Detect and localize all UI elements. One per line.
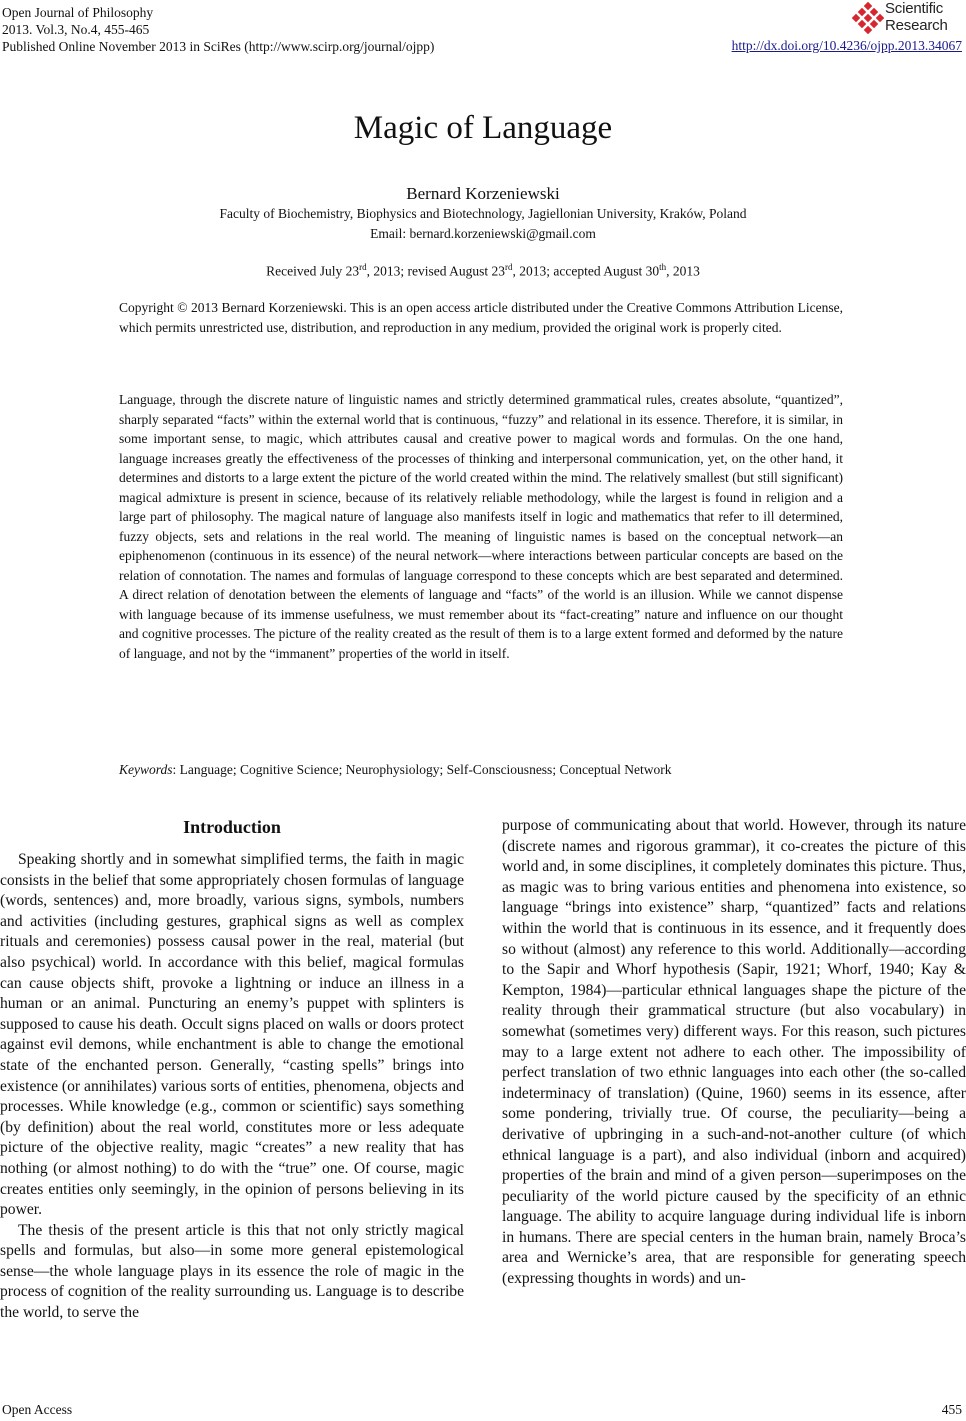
author-email: Email: bernard.korzeniewski@gmail.com — [370, 226, 596, 241]
received-sup-1: rd — [359, 262, 367, 272]
received-text-2: , 2013; revised August 23 — [366, 263, 505, 279]
received-dates — [0, 262, 966, 280]
publication-info: Published Online November 2013 in SciRes (http://www.scirp.org/journal/ojpp) — [2, 39, 435, 54]
received-text-1: Received July 23 — [266, 263, 360, 279]
article-title: Magic of Language — [353, 110, 613, 146]
author-affiliation: Faculty of Biochemistry, Biophysics and Biotechnology, Jagiellonian University, Kraków, Poland — [219, 206, 747, 221]
page-number: 455 — [941, 1402, 962, 1417]
logo-text — [885, 0, 948, 34]
logo-line-2: Research — [885, 17, 948, 34]
keywords-label: Keywords — [119, 762, 173, 777]
left-column — [0, 816, 464, 1324]
paragraph: The thesis of the present article is this that not only strictly magical spells and formulas, but also—in some more general epistemological sense—the whole language plays in its essence the role of magic in the process of cognition of the reality surrounding us. Language is to describe the world, to serve the — [0, 1221, 464, 1322]
received-text-4: , 2013 — [666, 263, 700, 279]
journal-header — [2, 4, 434, 55]
received-text-3: , 2013; accepted August 30 — [512, 263, 660, 279]
paragraph: Speaking shortly and in somewhat simplified terms, the faith in magic consists in the belief that some appropriately chosen formulas of language (words, sentences) and, more broadly, various signs, symbols, numbers and activities (including gestures, graphical signs as well as complex rituals and ceremonies) possess causal power in the real, material (but also psychical) world. In accordance with this belief, magical formulas can cause objects shift, provoke a lightning or induce an illness in a human or an animal. Puncturing an enemy’s puppet with splinters is supposed to cause his death. Occult signs placed on walls or doors protect against evil demons, while enchantment is able to change the emotional state of the enchanted person. Generally, “casting spells” brings into existence (or annihilates) various sorts of entities, phenomena, objects and processes. While knowledge (e.g., common or scientific) says something (by definition) about the real world, constitutes more or less adequate picture of the objective reality, magic “creates” a new reality that has nothing (or almost nothing) to do with the “true” one. Of course, magic creates entities only seemingly, in the opinion of persons believing in its power. — [0, 851, 464, 1219]
author-name: Bernard Korzeniewski — [406, 184, 560, 203]
footer-open-access: Open Access — [2, 1402, 73, 1417]
received-sup-2: rd — [504, 262, 513, 272]
doi-link[interactable]: http://dx.doi.org/10.4236/ojpp.2013.34067 — [731, 38, 962, 53]
section-heading-introduction: Introduction — [183, 817, 281, 837]
copyright-notice: Copyright © 2013 Bernard Korzeniewski. This is an open access article distributed under the Creative Commons Attribution License, which permits unrestricted use, distribution, and reproduction in any medium, provided the original work is properly cited. — [119, 300, 843, 335]
keywords-list: : Language; Cognitive Science; Neurophysiology; Self-Consciousness; Conceptual Network — [172, 762, 672, 777]
journal-volume: 2013. Vol.3, No.4, 455-465 — [2, 22, 150, 37]
received-sup-3: th — [659, 262, 667, 272]
keywords — [119, 762, 843, 778]
abstract: Language, through the discrete nature of linguistic names and strictly determined grammatical rules, creates absolute, “quantized”, sharply separated “facts” within the external world that is continuous, “fuzzy” and relational in its essence. Therefore, it is similar, in some important sense, to magic, which attributes causal and creative power to magical words and formulas. On the one hand, language increases greatly the effectiveness of the processes of thinking and interpersonal communication, yet, on the other hand, it determines and distorts to a large extent the picture of the world created within the mind. The relatively smallest (but still significant) magical admixture is present in science, because of its relatively reliable methodology, while the largest is found in religion and a large part of philosophy. The magical nature of language also manifests itself in logic and mathematics that refer to ill determined, fuzzy objects, sets and relations in the real world. The meaning of linguistic names is based on the conceptual network—an epiphenomenon (continuous in its essence) of the neural network—where interactions between particular concepts are based on the relation of connotation. The names and formulas of language correspond to these concepts which are best separated and determined. A direct relation of denotation between the elements of language and “facts” of the world is an illusion. While we cannot dispense with language because of its immense usefulness, we must remember about its “fact-creating” nature and influence on our thought and cognitive processes. The picture of the reality created as the result of them is to a large extent formed and deformed by the nature of language, and not by the “immanent” properties of the world in itself. — [119, 392, 843, 661]
paragraph: purpose of communicating about that world. However, through its nature (discrete names and rigorous grammar), it co-creates the picture of this world and, in some disciplines, it completely dominates this picture. Thus, as magic was to bring various entities and phenomena into existence, so language “brings into existence” sharp, “quantized” facts and relations within the world that is continuous in its essence, and it frequently does so without (almost) any reference to this world. Additionally—according to the Sapir and Whorf hypothesis (Sapir, 1921; Whorf, 1940; Kay & Kempton, 1984)—particular ethnical languages shape the picture of the reality through their grammatical structure (but also vocabulary) in somewhat (sometimes very) different ways. For this reason, such pictures may to a large extent not adhere to each other. The impossibility of perfect translation of two ethnic languages into each other (the so-called indeterminacy of translation) (Quine, 1960) seems in its essence, after some pondering, trivially true. Of course, the peculiarity—being a derivative of upbringing in a such-and-not-another culture (of which ethnical language is a part), and also individual (inborn and acquired) properties of the brain and mind of a given person—superimposes on the peculiarity of the world picture caused by the specificity of an ethnic language. The ability to acquire language during individual life is inborn in humans. There are special centers in the human brain, namely Broca’s area and Wernicke’s area, that are responsible for generating speech (expressing thoughts in words) and un- — [502, 817, 966, 1288]
diamond-logo-icon — [852, 2, 884, 34]
scientific-research-logo — [852, 0, 962, 38]
journal-name: Open Journal of Philosophy — [2, 5, 154, 20]
logo-line-1: Scientific — [885, 0, 944, 17]
right-column — [502, 816, 966, 1290]
